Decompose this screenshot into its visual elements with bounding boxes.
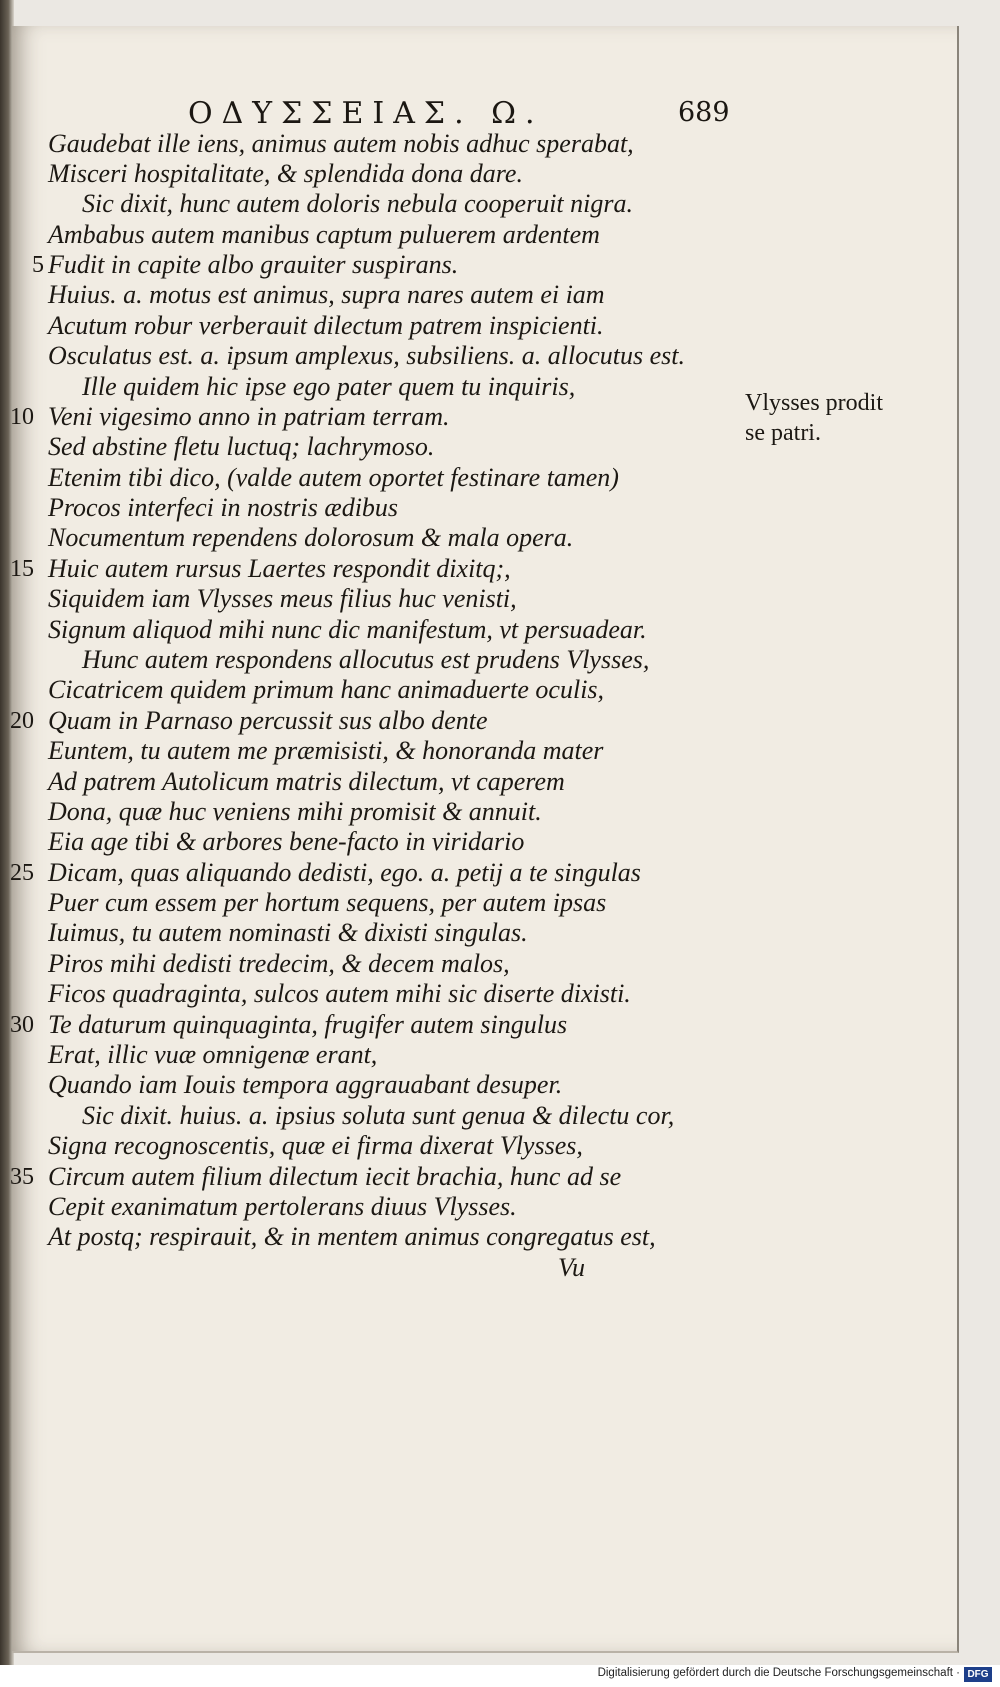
verse-line: Osculatus est. a. ipsum amplexus, subsiliens. a. allocutus est. [48, 341, 685, 370]
verse-line: At postq; respirauit, & in mentem animus congregatus est, [48, 1222, 656, 1251]
verse-line: Iuimus, tu autem nominasti & dixisti singulas. [48, 918, 528, 947]
verse-line: Sic dixit. huius. a. ipsius soluta sunt genua & dilectu cor, [82, 1101, 675, 1130]
marginal-note-line: se patri. [745, 420, 821, 446]
verse-line: Ambabus autem manibus captum puluerem ardentem [48, 220, 600, 249]
verse-line: Piros mihi dedisti tredecim, & decem malos, [48, 949, 510, 978]
line-number: 30 [10, 1012, 34, 1038]
verse-line: Ficos quadraginta, sulcos autem mihi sic diserte dixisti. [48, 979, 631, 1008]
line-number: 5 [32, 252, 44, 278]
verse-line: Etenim tibi dico, (valde autem oportet festinare tamen) [48, 463, 619, 492]
verse-line: Sed abstine fletu luctuq; lachrymoso. [48, 432, 435, 461]
line-number: 15 [10, 556, 34, 582]
verse-line: Cicatricem quidem primum hanc animaduerte oculis, [48, 675, 605, 704]
page-number: 689 [678, 97, 730, 128]
dfg-logo: DFG [964, 1667, 992, 1682]
verse-line: Dicam, quas aliquando dedisti, ego. a. petij a te singulas [48, 858, 641, 887]
verse-line: Erat, illic vuæ omnigenæ erant, [48, 1040, 378, 1069]
verse-line: Puer cum essem per hortum sequens, per autem ipsas [48, 888, 607, 917]
line-number: 20 [10, 708, 34, 734]
verse-line: Quam in Parnaso percussit sus albo dente [48, 706, 488, 735]
running-head: ΟΔΥΣΣΕΙΑΣ. Ω. [188, 96, 544, 131]
verse-line: Signa recognoscentis, quæ ei firma dixerat Vlysses, [48, 1131, 583, 1160]
verse-line: Misceri hospitalitate, & splendida dona dare. [48, 159, 523, 188]
verse-line: Nocumentum rependens dolorosum & mala opera. [48, 523, 574, 552]
verse-line: Euntem, tu autem me præmisisti, & honoranda mater [48, 736, 604, 765]
verse-line: Huic autem rursus Laertes respondit dixitq;, [48, 554, 511, 583]
verse-line: Cepit exanimatum pertolerans diuus Vlysses. [48, 1192, 517, 1221]
line-number: 25 [10, 860, 34, 886]
digitization-footer [0, 1665, 1000, 1687]
verse-line: Veni vigesimo anno in patriam terram. [48, 402, 450, 431]
verse-line: Ad patrem Autolicum matris dilectum, vt caperem [48, 767, 565, 796]
verse-line: Te daturum quinquaginta, frugifer autem singulus [48, 1010, 568, 1039]
line-number: 35 [10, 1164, 34, 1190]
verse-line: Procos interfeci in nostris ædibus [48, 493, 399, 522]
marginal-note-line: Vlysses prodit [745, 390, 883, 416]
verse-line: Fudit in capite albo grauiter suspirans. [48, 250, 459, 279]
verse-line: Hunc autem respondens allocutus est prudens Vlysses, [82, 645, 650, 674]
verse-line: Sic dixit, hunc autem doloris nebula cooperuit nigra. [82, 189, 633, 218]
verse-line: Dona, quæ huc veniens mihi promisit & annuit. [48, 797, 542, 826]
verse-line: Huius. a. motus est animus, supra nares autem ei iam [48, 280, 605, 309]
verse-line: Circum autem filium dilectum iecit brachia, hunc ad se [48, 1162, 622, 1191]
line-number: 10 [10, 404, 34, 430]
verse-line: Quando iam Iouis tempora aggrauabant desuper. [48, 1070, 563, 1099]
verse-line: Eia age tibi & arbores bene-facto in viridario [48, 827, 525, 856]
verse-line: Acutum robur verberauit dilectum patrem inspicienti. [48, 311, 604, 340]
verse-line: Siquidem iam Vlysses meus filius huc venisti, [48, 584, 517, 613]
verse-line: Gaudebat ille iens, animus autem nobis adhuc sperabat, [48, 129, 634, 158]
catchword: Vu [558, 1253, 585, 1282]
verse-line: Ille quidem hic ipse ego pater quem tu inquiris, [82, 372, 576, 401]
verse-line: Signum aliquod mihi nunc dic manifestum, vt persuadear. [48, 615, 647, 644]
funding-credit: Digitalisierung gefördert durch die Deutsche Forschungsgemeinschaft · [597, 1667, 960, 1679]
